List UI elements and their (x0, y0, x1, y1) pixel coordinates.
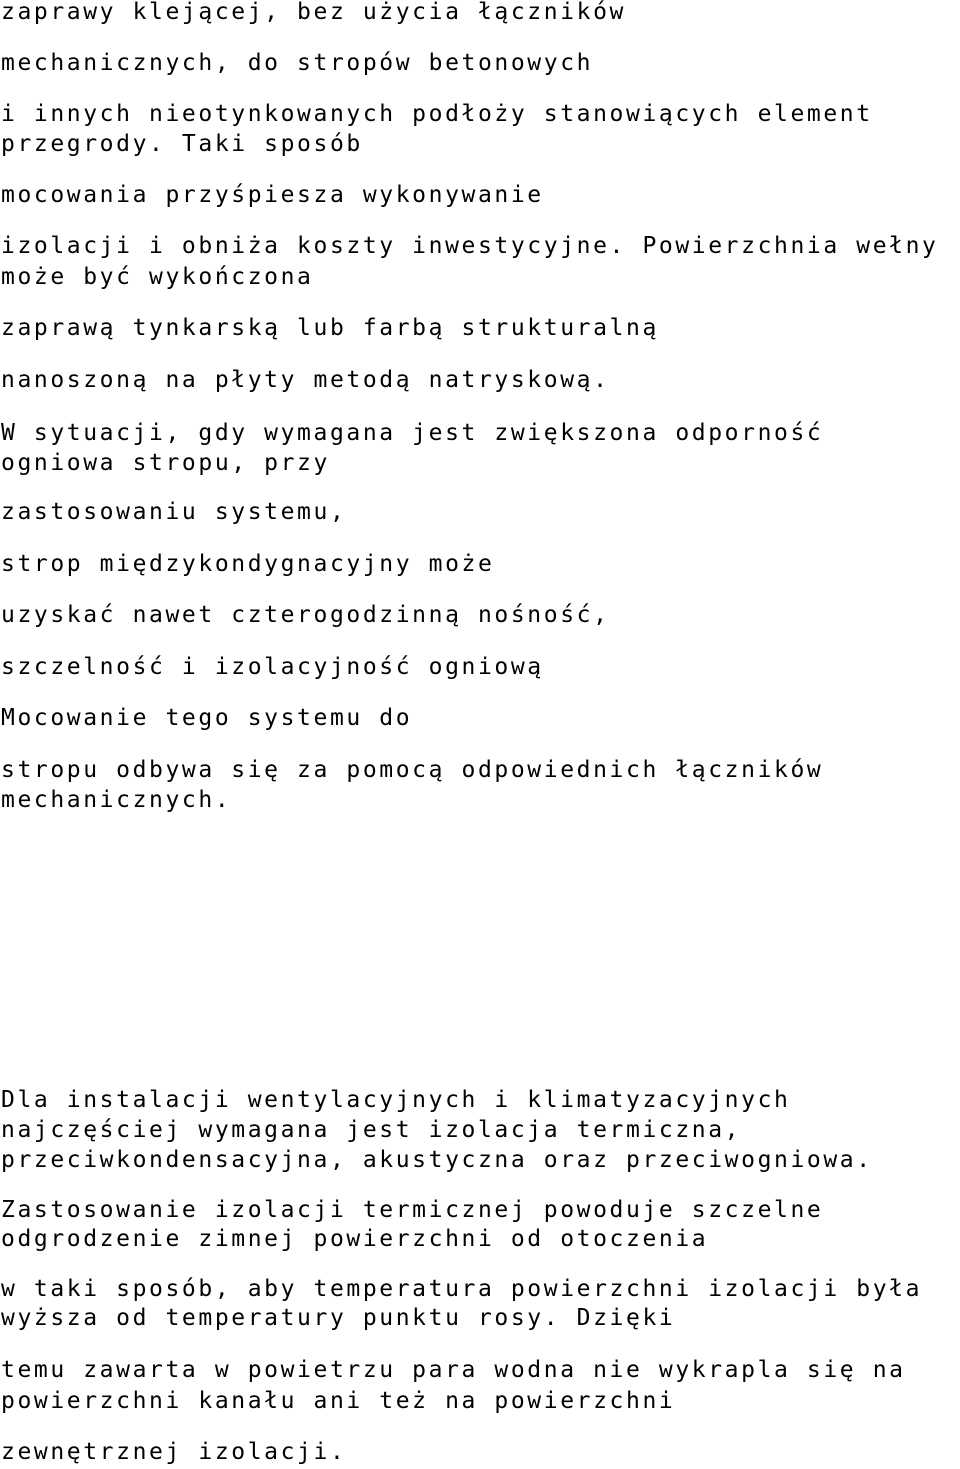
text-line: szczelność i izolacyjność ogniową (1, 654, 544, 680)
text-line: zaprawą tynkarską lub farbą strukturalną (1, 315, 659, 341)
text-line: ogniowa stropu, przy (1, 450, 330, 476)
text-line: mechanicznych, do stropów betonowych (1, 50, 594, 76)
text-line: temu zawarta w powietrzu para wodna nie wykrapla się na (1, 1357, 906, 1383)
text-line: zaprawy klejącej, bez użycia łączników (1, 0, 626, 25)
text-line: odgrodzenie zimnej powierzchni od otoczenia (1, 1226, 709, 1252)
text-line: izolacji i obniża koszty inwestycyjne. Powierzchnia wełny (1, 233, 939, 259)
text-line: zastosowaniu systemu, (1, 499, 347, 525)
text-line: uzyskać nawet czterogodzinną nośność, (1, 602, 610, 628)
text-line: i innych nieotynkowanych podłoży stanowiących element (1, 101, 873, 127)
text-line: nanoszoną na płyty metodą natryskową. (1, 367, 610, 393)
text-line: W sytuacji, gdy wymagana jest zwiększona odporność (1, 420, 824, 446)
text-line: powierzchni kanału ani też na powierzchni (1, 1388, 676, 1414)
text-line: mocowania przyśpiesza wykonywanie (1, 182, 544, 208)
text-line: przeciwkondensacyjna, akustyczna oraz przeciwogniowa. (1, 1147, 873, 1173)
text-line: wyższa od temperatury punktu rosy. Dzięki (1, 1305, 676, 1331)
text-line: Zastosowanie izolacji termicznej powoduje szczelne (1, 1197, 824, 1223)
text-line: w taki sposób, aby temperatura powierzchni izolacji była (1, 1276, 923, 1302)
text-line: najczęściej wymagana jest izolacja termiczna, (1, 1117, 742, 1143)
text-line: strop międzykondygnacyjny może (1, 551, 495, 577)
text-line: mechanicznych. (1, 787, 232, 813)
text-line: stropu odbywa się za pomocą odpowiednich łączników (1, 757, 824, 783)
text-line: Mocowanie tego systemu do (1, 705, 413, 731)
text-line: zewnętrznej izolacji. (1, 1439, 347, 1465)
text-line: może być wykończona (1, 264, 314, 290)
text-line: przegrody. Taki sposób (1, 131, 363, 157)
text-line: Dla instalacji wentylacyjnych i klimatyzacyjnych (1, 1087, 791, 1113)
